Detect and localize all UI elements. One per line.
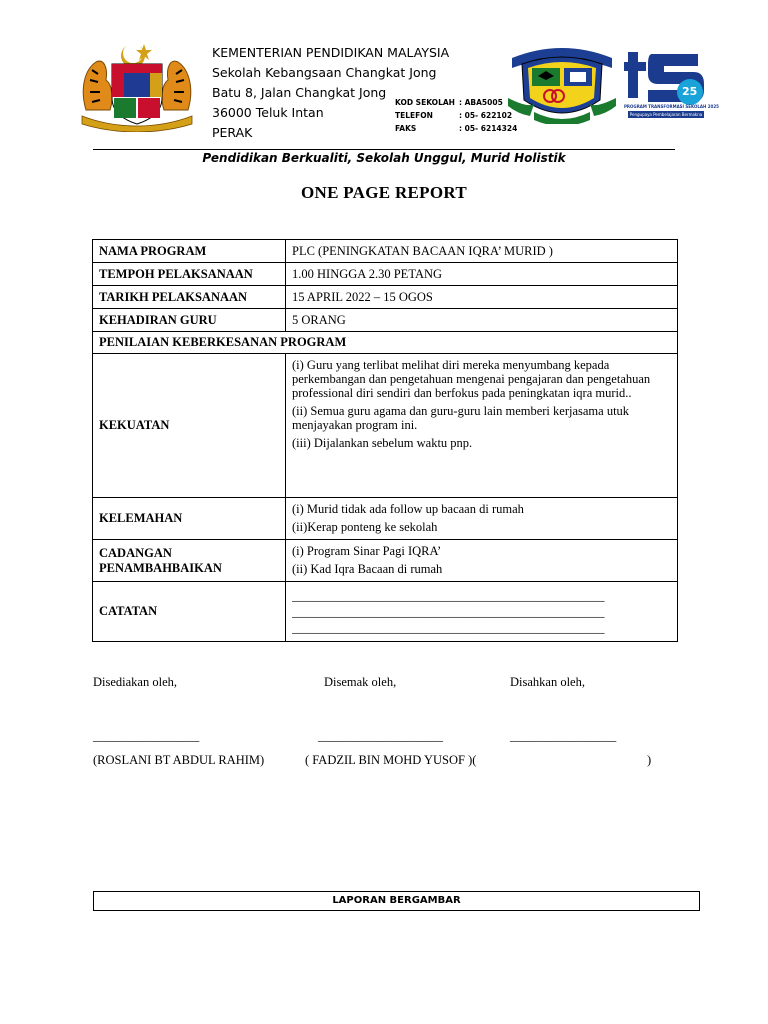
school-logo-icon <box>508 42 616 124</box>
strength-item: (iii) Dijalankan sebelum waktu pnp. <box>292 436 473 450</box>
attendance-label: KEHADIRAN GURU <box>93 309 286 332</box>
strengths-list <box>286 354 678 498</box>
contact-value: : 05- 6214324 <box>459 124 518 133</box>
approved-name-close: ) <box>647 753 652 767</box>
contact-row <box>395 96 517 109</box>
school-motto: Pendidikan Berkualiti, Sekolah Unggul, Murid Holistik <box>202 151 566 165</box>
notes-line: __________________________________________________ <box>292 604 605 619</box>
improvements-list <box>286 540 678 582</box>
header-divider <box>93 149 675 150</box>
report-title: ONE PAGE REPORT <box>300 183 468 202</box>
duration-label: TEMPOH PELAKSANAAN <box>93 263 286 286</box>
contact-row <box>395 122 517 135</box>
checked-signature-line: ____________________ <box>318 729 443 743</box>
improvements-label: CADANGAN PENAMBAHBAIKAN <box>93 540 286 582</box>
date-value: 15 APRIL 2022 – 15 OGOS <box>286 286 678 309</box>
checked-by-name: ( FADZIL BIN MOHD YUSOF )( <box>305 753 477 767</box>
report-table <box>92 239 678 642</box>
prepared-signature-line: _________________ <box>93 729 200 743</box>
table-row <box>93 309 678 332</box>
notes-label: CATATAN <box>93 582 286 642</box>
prepared-by-name: (ROSLANI BT ABDUL RAHIM) <box>93 753 265 767</box>
strength-item: (ii) Semua guru agama dan guru-guru lain memberi kerjasama utuk menjayakan program ini. <box>292 404 630 432</box>
checked-by-label: Disemak oleh, <box>324 675 397 689</box>
improvement-item: (ii) Kad Iqra Bacaan di rumah <box>292 562 443 576</box>
table-row <box>93 582 678 642</box>
date-label: TARIKH PELAKSANAAN <box>93 286 286 309</box>
approved-by-label: Disahkan oleh, <box>510 675 585 689</box>
table-row <box>93 354 678 498</box>
ts25-caption: PROGRAM TRANSFORMASI SEKOLAH 2025 <box>624 104 719 109</box>
ts25-banner: Pengupaya Pembelajaran Bermakna <box>629 112 703 117</box>
strength-item: (i) Guru yang terlibat melihat diri mereka menyumbang kepada perkembangan dan pengetahuan mengenai pengajaran dan pengetahuan professional diri sendiri dan berfokus pada peningkatan iqra murid.. <box>292 358 651 400</box>
address-line-2: 36000 Teluk Intan <box>212 105 324 120</box>
attendance-value: 5 ORANG <box>286 309 678 332</box>
weaknesses-list <box>286 498 678 540</box>
malaysia-coat-of-arms-icon <box>78 40 196 132</box>
improvement-item: (i) Program Sinar Pagi IQRA’ <box>292 544 442 558</box>
program-name-value: PLC (PENINGKATAN BACAAN IQRA’ MURID ) <box>286 240 678 263</box>
contact-row <box>395 109 517 122</box>
approved-signature-line: _________________ <box>510 729 617 743</box>
school-name: Sekolah Kebangsaan Changkat Jong <box>212 65 437 80</box>
contact-label: KOD SEKOLAH <box>395 98 455 107</box>
table-row <box>93 263 678 286</box>
notes-lines <box>286 582 678 642</box>
weaknesses-label: KELEMAHAN <box>93 498 286 540</box>
table-row <box>93 498 678 540</box>
notes-line: __________________________________________________ <box>292 588 605 603</box>
prepared-by-label: Disediakan oleh, <box>93 675 178 689</box>
photo-report-heading: LAPORAN BERGAMBAR <box>93 891 700 911</box>
ministry-name: KEMENTERIAN PENDIDIKAN MALAYSIA <box>212 45 450 60</box>
program-name-label: NAMA PROGRAM <box>93 240 286 263</box>
weakness-item: (i) Murid tidak ada follow up bacaan di rumah <box>292 502 524 516</box>
strengths-label: KEKUATAN <box>93 354 286 498</box>
weakness-item: (ii)Kerap ponteng ke sekolah <box>292 520 438 534</box>
address-line-1: Batu 8, Jalan Changkat Jong <box>212 85 387 100</box>
evaluation-heading: PENILAIAN KEBERKESANAN PROGRAM <box>93 332 678 354</box>
contact-value: : 05- 622102 <box>459 111 513 120</box>
notes-line: __________________________________________________ <box>292 620 605 635</box>
table-row <box>93 286 678 309</box>
contact-label: TELEFON <box>395 111 433 120</box>
school-contacts <box>395 96 517 135</box>
contact-value: : ABA5005 <box>459 98 503 107</box>
ts25-number: 25 <box>682 85 698 98</box>
table-row <box>93 240 678 263</box>
ts25-logo <box>624 44 719 126</box>
duration-value: 1.00 HINGGA 2.30 PETANG <box>286 263 678 286</box>
table-row <box>93 540 678 582</box>
table-row <box>93 332 678 354</box>
state-name: PERAK <box>212 125 253 140</box>
contact-label: FAKS <box>395 124 417 133</box>
